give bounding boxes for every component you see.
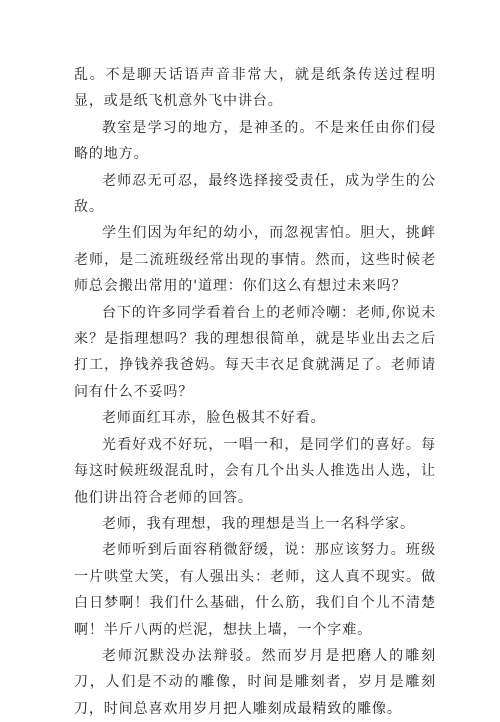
document-body — [74, 62, 436, 722]
paragraph-8: 老师，我有理想，我的理想是当上一名科学家。 — [102, 515, 415, 532]
paragraph-6: 老师面红耳赤，脸色极其不好看。 — [102, 410, 326, 427]
paragraph-3: 老师忍无可忍，最终选择接受责任，成为学生的公敌。 — [74, 172, 436, 216]
paragraph-1: 乱。不是聊天话语声音非常大，就是纸条传送过程明显，或是纸飞机意外飞中讲台。 — [74, 67, 436, 110]
paragraph-5: 台下的许多同学看着台上的老师冷嘲：老师,你说未来？是指理想吗？我的理想很简单，就是毕业出去之后打工，挣钱养我爸妈。每天丰衣足食就满足了。老师请问有什么不妥吗？ — [74, 304, 436, 400]
paragraph-4: 学生们因为年纪的幼小，而忽视害怕。胆大，挑衅老师，是二流班级经常出现的事情。然而，这些时候老师总会搬出常用的'道理：你们这么有想过未来吗？ — [74, 225, 436, 295]
paragraph-2: 教室是学习的地方，是神圣的。不是来任由你们侵略的地方。 — [74, 119, 436, 163]
paragraph-9: 老师听到后面容稍微舒缓，说：那应该努力。班级一片哄堂大笑，有人强出头：老师，这人真不现实。做白日梦啊！我们什么基础，什么筋，我们自个儿不清楚啊！半斤八两的烂泥，想扶上墙，一个字难。 — [74, 542, 436, 638]
paragraph-10: 老师沉默没办法辩驳。然而岁月是把磨人的雕刻刀，人们是不动的雕像，时间是雕刻者，岁月是雕刻刀，时间总喜欢用岁月把人雕刻成最精致的雕像。 — [74, 647, 436, 717]
paragraph-7: 光看好戏不好玩，一唱一和，是同学们的喜好。每每这时候班级混乱时，会有几个出头人推选出人选，让他们讲出符合老师的回答。 — [74, 436, 436, 506]
